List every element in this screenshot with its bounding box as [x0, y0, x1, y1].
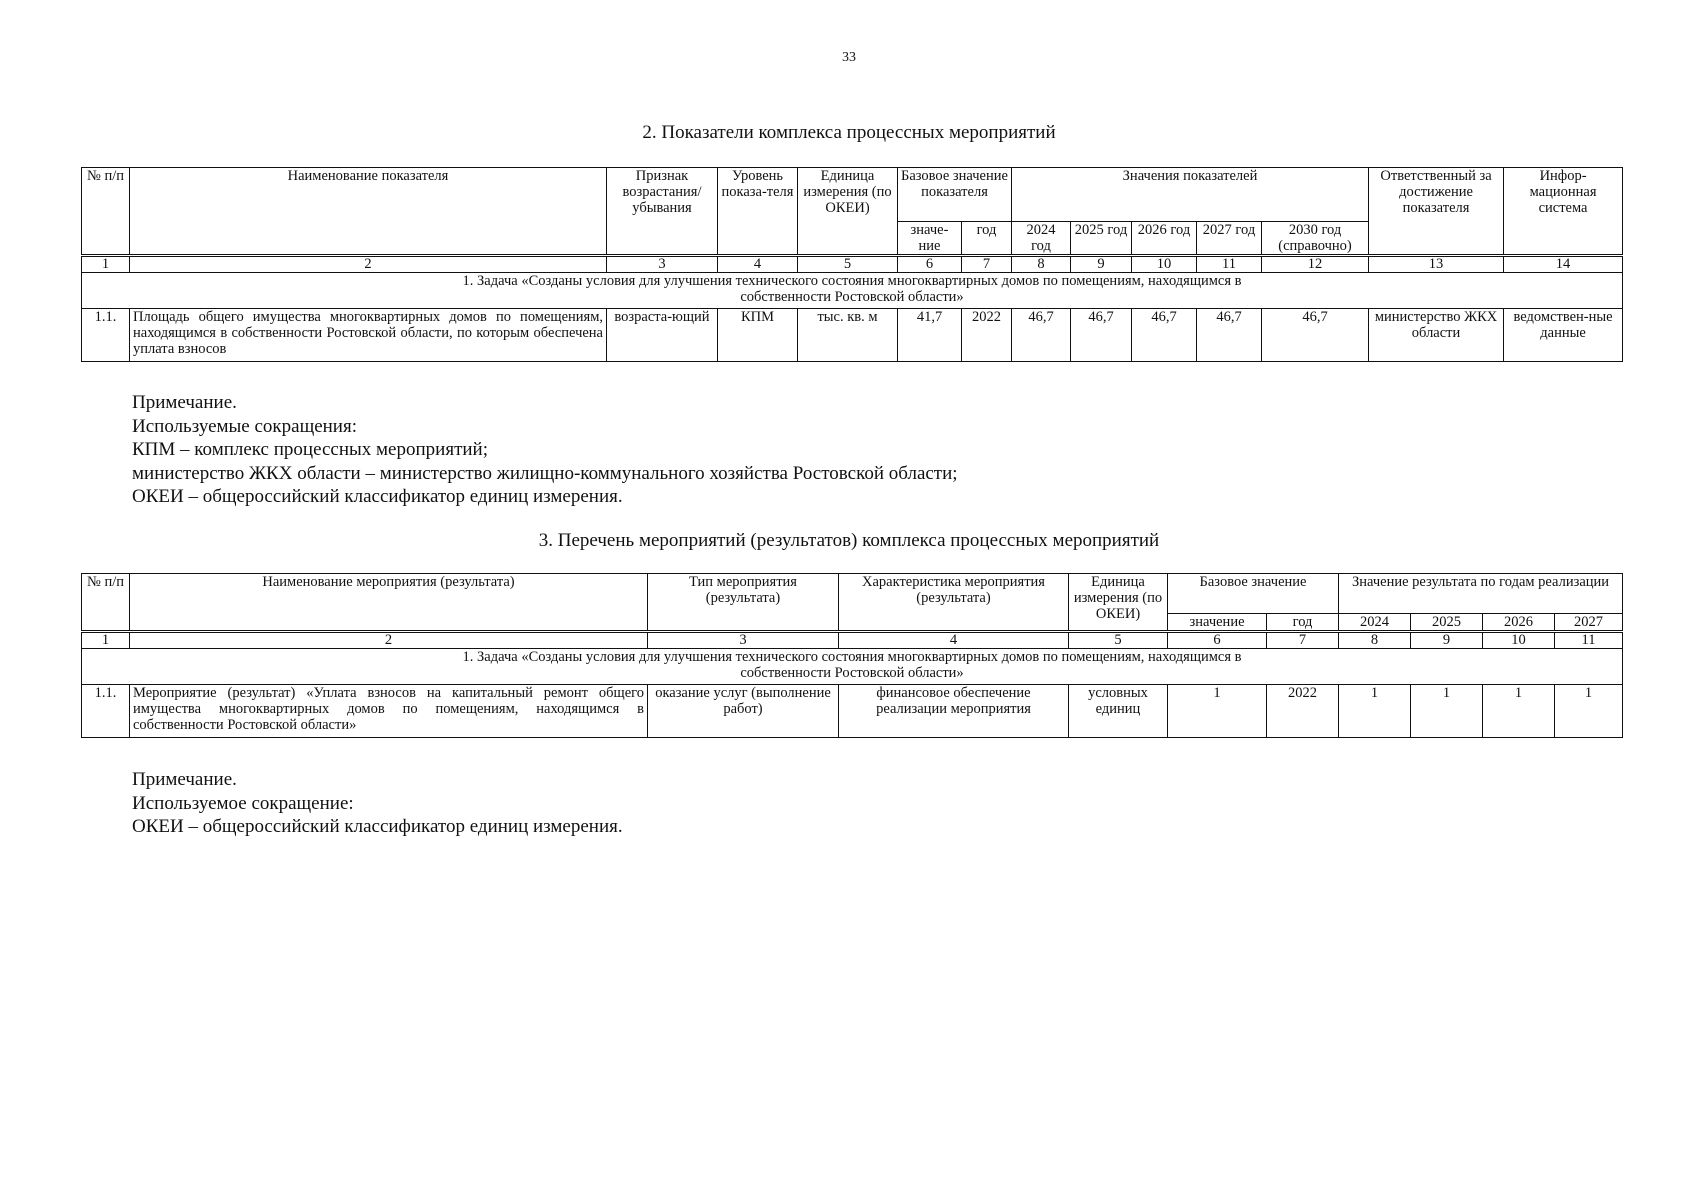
notes-block-2: [132, 768, 623, 839]
column-number: 2: [130, 632, 648, 649]
column-number: 11: [1555, 632, 1623, 649]
column-number: 10: [1483, 632, 1555, 649]
activity-unit: условных единиц: [1069, 685, 1168, 738]
header-unit: Единица измерения (по ОКЕИ): [798, 168, 898, 256]
header-unit: Единица измерения (по ОКЕИ): [1069, 574, 1168, 632]
row-num: 1.1.: [82, 685, 130, 738]
table-row: [82, 309, 1623, 362]
note-line: ОКЕИ – общероссийский классификатор единиц измерения.: [132, 816, 623, 837]
header-year-2025: 2025: [1411, 614, 1483, 632]
indicator-level: КПМ: [718, 309, 798, 362]
activities-table: [81, 573, 1623, 738]
note-line: Примечание.: [132, 769, 237, 790]
column-number: 1: [82, 256, 130, 273]
header-base-value: значе-ние: [898, 222, 962, 256]
column-number: 5: [798, 256, 898, 273]
header-base: Базовое значение показателя: [898, 168, 1012, 222]
column-number: 6: [1168, 632, 1267, 649]
column-number: 1: [82, 632, 130, 649]
indicator-base-year: 2022: [962, 309, 1012, 362]
column-number: 7: [962, 256, 1012, 273]
indicator-responsible: министерство ЖКХ области: [1369, 309, 1504, 362]
indicator-2027: 46,7: [1197, 309, 1262, 362]
page-number: 33: [842, 50, 856, 65]
header-result: Значение результата по годам реализации: [1339, 574, 1623, 614]
column-number: 7: [1267, 632, 1339, 649]
header-year-2030: 2030 год (справочно): [1262, 222, 1369, 256]
header-values: Значения показателей: [1012, 168, 1369, 222]
activity-2026: 1: [1483, 685, 1555, 738]
indicator-base-value: 41,7: [898, 309, 962, 362]
indicator-name: Площадь общего имущества многоквартирных домов по помещениям, находящимся в собственности Ростовской области, по которым обеспечена уплата взносов: [130, 309, 607, 362]
column-number: 2: [130, 256, 607, 273]
header-responsible: Ответственный за достижение показателя: [1369, 168, 1504, 256]
header-year-2025: 2025 год: [1071, 222, 1132, 256]
header-activity-name: Наименование мероприятия (результата): [130, 574, 648, 632]
column-number: 4: [839, 632, 1069, 649]
section-3-title: 3. Перечень мероприятий (результатов) комплекса процессных мероприятий: [538, 530, 1160, 551]
task-text: 1. Задача «Созданы условия для улучшения технического состояния многоквартирных домов по помещениям, находящимся в собственности Ростовской области»: [82, 273, 1623, 309]
header-info-system: Инфор-мационная система: [1504, 168, 1623, 256]
note-line: Используемое сокращение:: [132, 792, 354, 814]
note-line: Примечание.: [132, 392, 237, 413]
activity-2025: 1: [1411, 685, 1483, 738]
column-number: 13: [1369, 256, 1504, 273]
note-line: КПМ – комплекс процессных мероприятий;: [132, 439, 488, 460]
header-activity-type: Тип мероприятия (результата): [648, 574, 839, 632]
column-numbers-row: [82, 256, 1623, 273]
header-indicator-name: Наименование показателя: [130, 168, 607, 256]
column-number: 11: [1197, 256, 1262, 273]
header-year-2026: 2026: [1483, 614, 1555, 632]
activity-2027: 1: [1555, 685, 1623, 738]
activity-characteristic: финансовое обеспечение реализации мероприятия: [839, 685, 1069, 738]
header-base-year: год: [962, 222, 1012, 256]
indicator-unit: тыс. кв. м: [798, 309, 898, 362]
table-row: [82, 685, 1623, 738]
column-number: 6: [898, 256, 962, 273]
indicator-trend: возраста-ющий: [607, 309, 718, 362]
activity-base-year: 2022: [1267, 685, 1339, 738]
activity-type: оказание услуг (выполнение работ): [648, 685, 839, 738]
notes-block-1: [132, 391, 958, 509]
header-level: Уровень показа-теля: [718, 168, 798, 256]
header-trend: Признак возрастания/ убывания: [607, 168, 718, 256]
header-year-2024: 2024 год: [1012, 222, 1071, 256]
note-line: министерство ЖКХ области – министерство жилищно-коммунального хозяйства Ростовской области;: [132, 462, 958, 484]
indicator-2026: 46,7: [1132, 309, 1197, 362]
column-number: 5: [1069, 632, 1168, 649]
header-base: Базовое значение: [1168, 574, 1339, 614]
header-characteristic: Характеристика мероприятия (результата): [839, 574, 1069, 632]
column-numbers-row: [82, 632, 1623, 649]
task-row: [82, 649, 1623, 685]
section-2-title: 2. Показатели комплекса процессных мероприятий: [642, 122, 1056, 143]
note-line: ОКЕИ – общероссийский классификатор единиц измерения.: [132, 486, 623, 507]
header-base-year: год: [1267, 614, 1339, 632]
indicator-2025: 46,7: [1071, 309, 1132, 362]
task-row: [82, 273, 1623, 309]
note-line: Используемые сокращения:: [132, 415, 357, 437]
row-num: 1.1.: [82, 309, 130, 362]
activity-name: Мероприятие (результат) «Уплата взносов на капитальный ремонт общего имущества многоквартирных домов по помещениям, находящимся в собственности Ростовской области»: [130, 685, 648, 738]
task-text: 1. Задача «Созданы условия для улучшения технического состояния многоквартирных домов по помещениям, находящимся в собственности Ростовской области»: [82, 649, 1623, 685]
indicators-table: [81, 167, 1623, 362]
column-number: 8: [1012, 256, 1071, 273]
header-year-2027: 2027: [1555, 614, 1623, 632]
indicators-header-row-1: [82, 168, 1623, 222]
header-base-value: значение: [1168, 614, 1267, 632]
column-number: 10: [1132, 256, 1197, 273]
column-number: 9: [1071, 256, 1132, 273]
activity-base-value: 1: [1168, 685, 1267, 738]
activity-2024: 1: [1339, 685, 1411, 738]
header-year-2024: 2024: [1339, 614, 1411, 632]
column-number: 12: [1262, 256, 1369, 273]
activities-header-row-1: [82, 574, 1623, 614]
column-number: 9: [1411, 632, 1483, 649]
column-number: 14: [1504, 256, 1623, 273]
indicator-2030: 46,7: [1262, 309, 1369, 362]
column-number: 3: [607, 256, 718, 273]
header-num: № п/п: [82, 574, 130, 632]
header-year-2026: 2026 год: [1132, 222, 1197, 256]
column-number: 3: [648, 632, 839, 649]
indicator-info-system: ведомствен-ные данные: [1504, 309, 1623, 362]
header-year-2027: 2027 год: [1197, 222, 1262, 256]
indicator-2024: 46,7: [1012, 309, 1071, 362]
column-number: 8: [1339, 632, 1411, 649]
header-num: № п/п: [82, 168, 130, 256]
column-number: 4: [718, 256, 798, 273]
